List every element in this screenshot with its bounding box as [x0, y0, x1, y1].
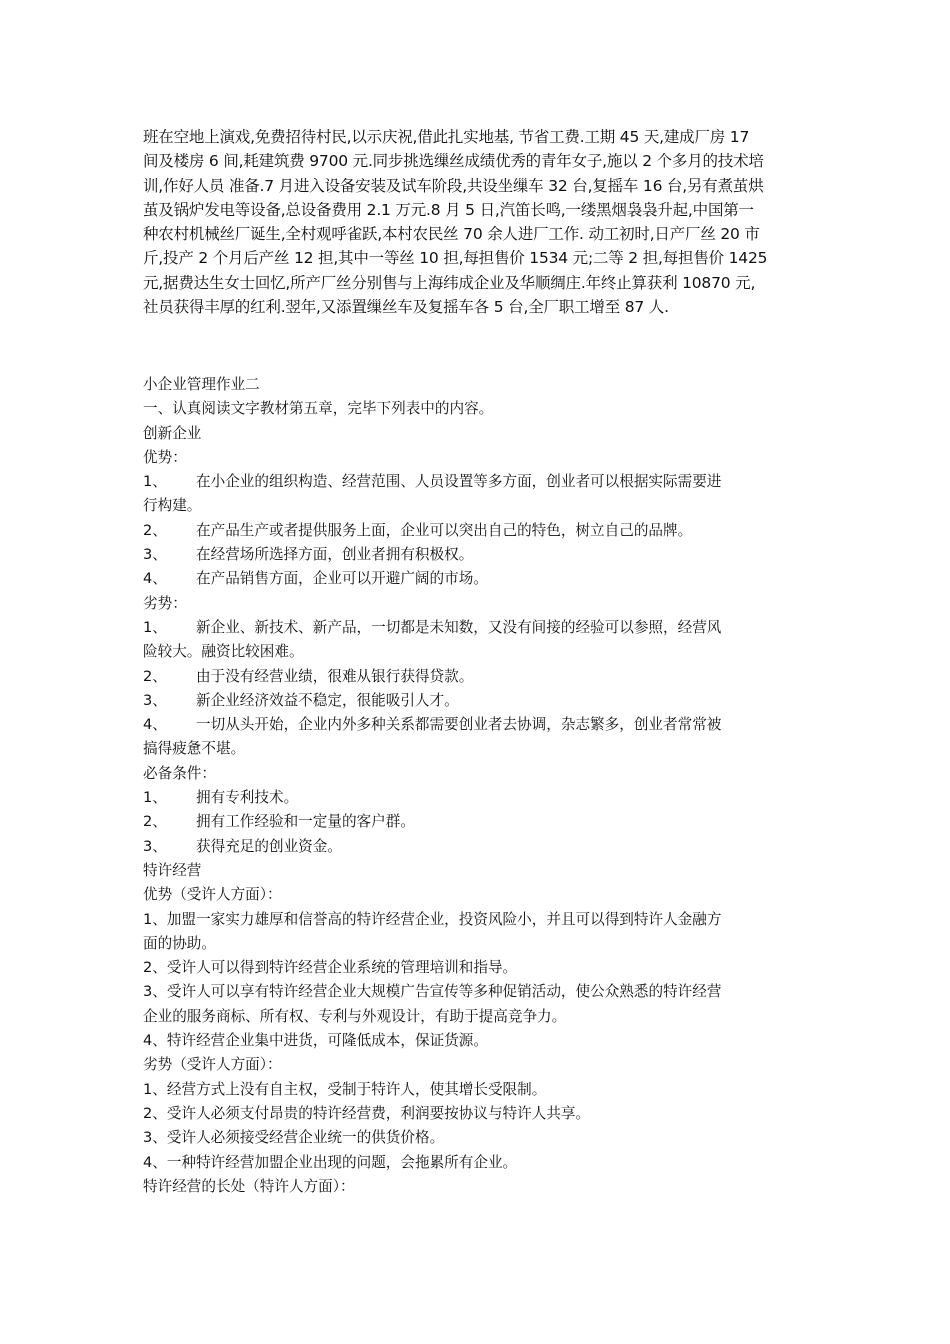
list-item: [143, 713, 815, 737]
item-continuation: 面的协助。: [143, 934, 216, 952]
intro-paragraph: [143, 125, 815, 319]
startup-advantages-label: 优势：: [143, 448, 187, 466]
instruction-text: 一、认真阅读文字教材第五章，完毕下列表中的内容。: [143, 400, 494, 418]
list-item: [143, 567, 815, 591]
franchise-heading: 特许经营: [143, 861, 202, 879]
startup-requirements-label: 必备条件：: [143, 764, 216, 782]
list-item: [143, 519, 815, 543]
list-item: [143, 689, 815, 713]
list-item: [143, 810, 815, 834]
item-number: 2、: [143, 521, 167, 539]
item-number: 4、: [143, 570, 167, 588]
item-continuation: 险较大。融资比较困难。: [143, 643, 304, 661]
intro-line: 斤,投产 2 个月后产丝 12 担,其中一等丝 10 担,每担售价 1534 元;二等 2 担,每担售价 1425: [143, 249, 768, 268]
list-item: 2、受许人必须支付昂贵的特许经营费，利润要按协议与特许人共享。: [143, 1104, 591, 1122]
item-number: 3、: [143, 837, 167, 855]
franchise-disadvantages-label: 劣势（受许人方面）：: [143, 1056, 282, 1074]
list-item: 2、受许人可以得到特许经营企业系统的管理培训和指导。: [143, 959, 518, 977]
intro-line: 社员获得丰厚的红利.翌年,又添置缫丝车及复摇车各 5 台,全厂职工增至 87 人.: [143, 298, 669, 317]
intro-line: 茧及锅炉发电等设备,总设备费用 2.1 万元.8 月 5 日,汽笛长鸣,一缕黑烟袅袅升起,中国第一: [143, 200, 754, 219]
startup-disadvantages-label: 劣势：: [143, 594, 187, 612]
list-item: 3、受许人可以享有特许经营企业大规模广告宣传等多种促销活动，使公众熟悉的特许经营: [143, 983, 722, 1001]
intro-line: 元,据费达生女士回忆,所产厂丝分别售与上海纬成企业及华顺绸庄.年终止算获利 10870 元,: [143, 273, 756, 292]
intro-line: 训,作好人员 准备.7 月进入设备安装及试车阶段,共设坐缫车 32 台,复摇车 16 台,另有煮茧烘: [143, 176, 764, 195]
item-text: 在产品生产或者提供服务上面，企业可以突出自己的特色，树立自己的品牌。: [196, 521, 693, 539]
list-item: 4、一种特许经营加盟企业出现的问题，会拖累所有企业。: [143, 1153, 518, 1171]
intro-line: 班在空地上演戏,免费招待村民,以示庆祝,借此扎实地基, 节省工费.工期 45 天,建成厂房 17: [143, 128, 750, 146]
item-text: 新企业、新技术、新产品，一切都是未知数，又没有间接的经验可以参照，经营风: [196, 618, 722, 636]
assignment-section: [143, 373, 815, 1199]
list-item: [143, 543, 815, 567]
item-continuation: 搞得疲惫不堪。: [143, 740, 246, 758]
franchise-advantages-label: 优势（受许人方面）：: [143, 886, 282, 904]
item-text: 在产品销售方面，企业可以开避广阔的市场。: [196, 570, 488, 588]
item-number: 1、: [143, 789, 167, 807]
item-continuation: 企业的服务商标、所有权、专利与外观设计，有助于提高竞争力。: [143, 1007, 567, 1025]
list-item: [143, 665, 815, 689]
item-text: 在经营场所选择方面，创业者拥有积极权。: [196, 546, 474, 564]
intro-line: 种农村机械丝厂诞生,全村观呼雀跃,本村农民丝 70 余人进厂工作. 动工初时,日产厂丝 20 市: [143, 225, 760, 244]
item-text: 新企业经济效益不稳定，很能吸引人才。: [196, 691, 459, 709]
list-item: 1、经营方式上没有自主权，受制于特许人，使其增长受限制。: [143, 1080, 547, 1098]
assignment-title: 小企业管理作业二: [143, 376, 260, 393]
item-number: 2、: [143, 813, 167, 831]
item-text: 拥有专利技术。: [196, 789, 299, 807]
intro-line: 间及楼房 6 间,耗建筑费 9700 元.同步挑选缫丝成绩优秀的青年女子,施以 2 个多月的技术培: [143, 152, 764, 171]
item-number: 1、: [143, 473, 167, 491]
item-text: 在小企业的组织构造、经营范围、人员设置等多方面，创业者可以根据实际需要进: [196, 473, 722, 491]
item-text: 拥有工作经验和一定量的客户群。: [196, 813, 415, 831]
item-continuation: 行构建。: [143, 497, 202, 515]
franchisor-advantages-label: 特许经营的长处（特许人方面）：: [143, 1177, 355, 1195]
list-item: [143, 786, 815, 810]
item-number: 1、: [143, 618, 167, 636]
item-number: 3、: [143, 546, 167, 564]
item-number: 4、: [143, 716, 167, 734]
list-item: 1、加盟一家实力雄厚和信誉高的特许经营企业，投资风险小，并且可以得到特许人金融方: [143, 910, 722, 928]
list-item: 4、特许经营企业集中进货，可隆低成本，保证货源。: [143, 1032, 488, 1050]
startup-heading: 创新企业: [143, 424, 202, 442]
list-item: [143, 835, 815, 859]
item-text: 由于没有经营业绩，很难从银行获得贷款。: [196, 667, 474, 685]
item-text: 获得充足的创业资金。: [196, 837, 342, 855]
list-item: [143, 616, 815, 640]
item-number: 2、: [143, 667, 167, 685]
item-number: 3、: [143, 691, 167, 709]
list-item: [143, 470, 815, 494]
list-item: 3、受许人必须接受经营企业统一的供货价格。: [143, 1129, 445, 1147]
item-text: 一切从头开始，企业内外多种关系都需要创业者去协调，杂志繁多，创业者常常被: [196, 716, 722, 734]
